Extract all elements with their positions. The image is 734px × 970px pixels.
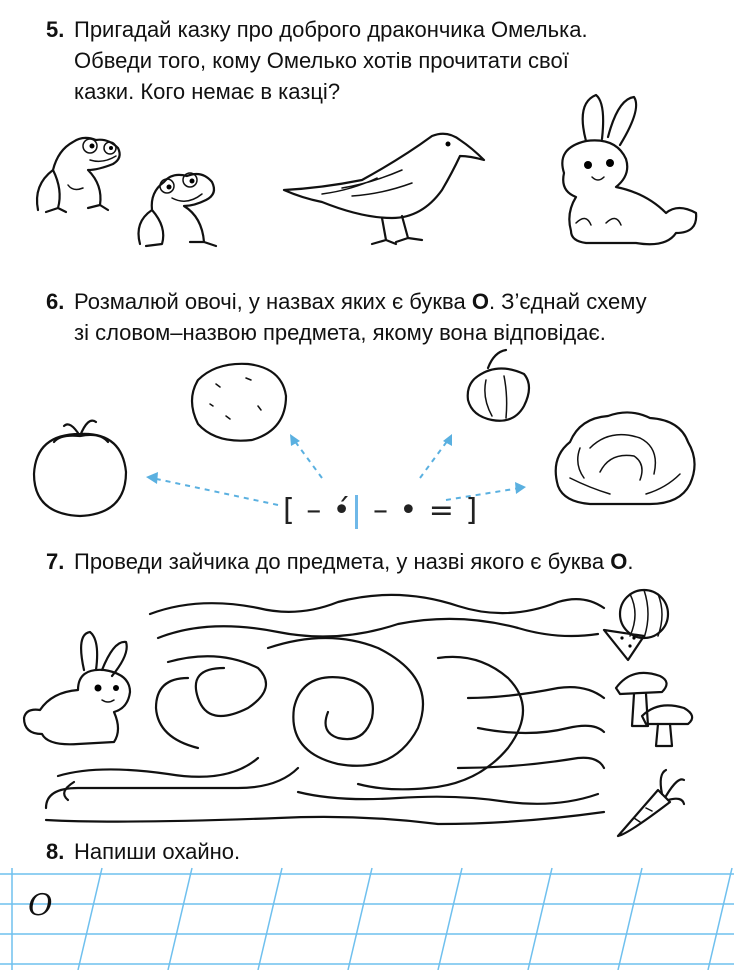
carrot-icon[interactable]	[614, 766, 686, 840]
word-scheme	[283, 493, 478, 529]
task-text-line: Обведи того, кому Омелько хотів прочитати свої	[74, 48, 569, 73]
maze[interactable]	[38, 588, 610, 826]
scheme-left: [ –	[283, 493, 333, 528]
scheme-stressed-vowel: •́	[332, 493, 352, 528]
task-7	[46, 546, 633, 577]
highlighted-letter: О	[471, 289, 489, 314]
task-number: 7.	[46, 549, 65, 574]
task-text-line: Проведи зайчика до предмета, у назві якого є буква	[74, 549, 611, 574]
task-text-line: казки. Кого немає в казці?	[74, 79, 341, 104]
writing-lines[interactable]	[0, 868, 734, 970]
watermelon-icon[interactable]	[600, 584, 684, 664]
scheme-right: – • = ]	[362, 493, 479, 528]
task-text-line: Напиши охайно.	[74, 839, 241, 864]
task-text-line: . З’єднай схему	[488, 289, 647, 314]
task-text-line: Пригадай казку про доброго дракончика Омелька.	[74, 17, 588, 42]
task-number: 8.	[46, 839, 65, 864]
syllable-divider	[355, 495, 358, 529]
task-text-line: .	[627, 549, 634, 574]
task-text-line: зі словом–назвою предмета, якому вона відповідає.	[74, 320, 606, 345]
task-text-line: Розмалюй овочі, у назвах яких є буква	[74, 289, 472, 314]
mushroom-icon[interactable]	[612, 666, 698, 750]
task-8	[46, 836, 240, 867]
highlighted-letter: О	[610, 549, 628, 574]
task-number: 5.	[46, 17, 65, 42]
task-number: 6.	[46, 289, 65, 314]
writing-sample: О	[28, 888, 53, 923]
